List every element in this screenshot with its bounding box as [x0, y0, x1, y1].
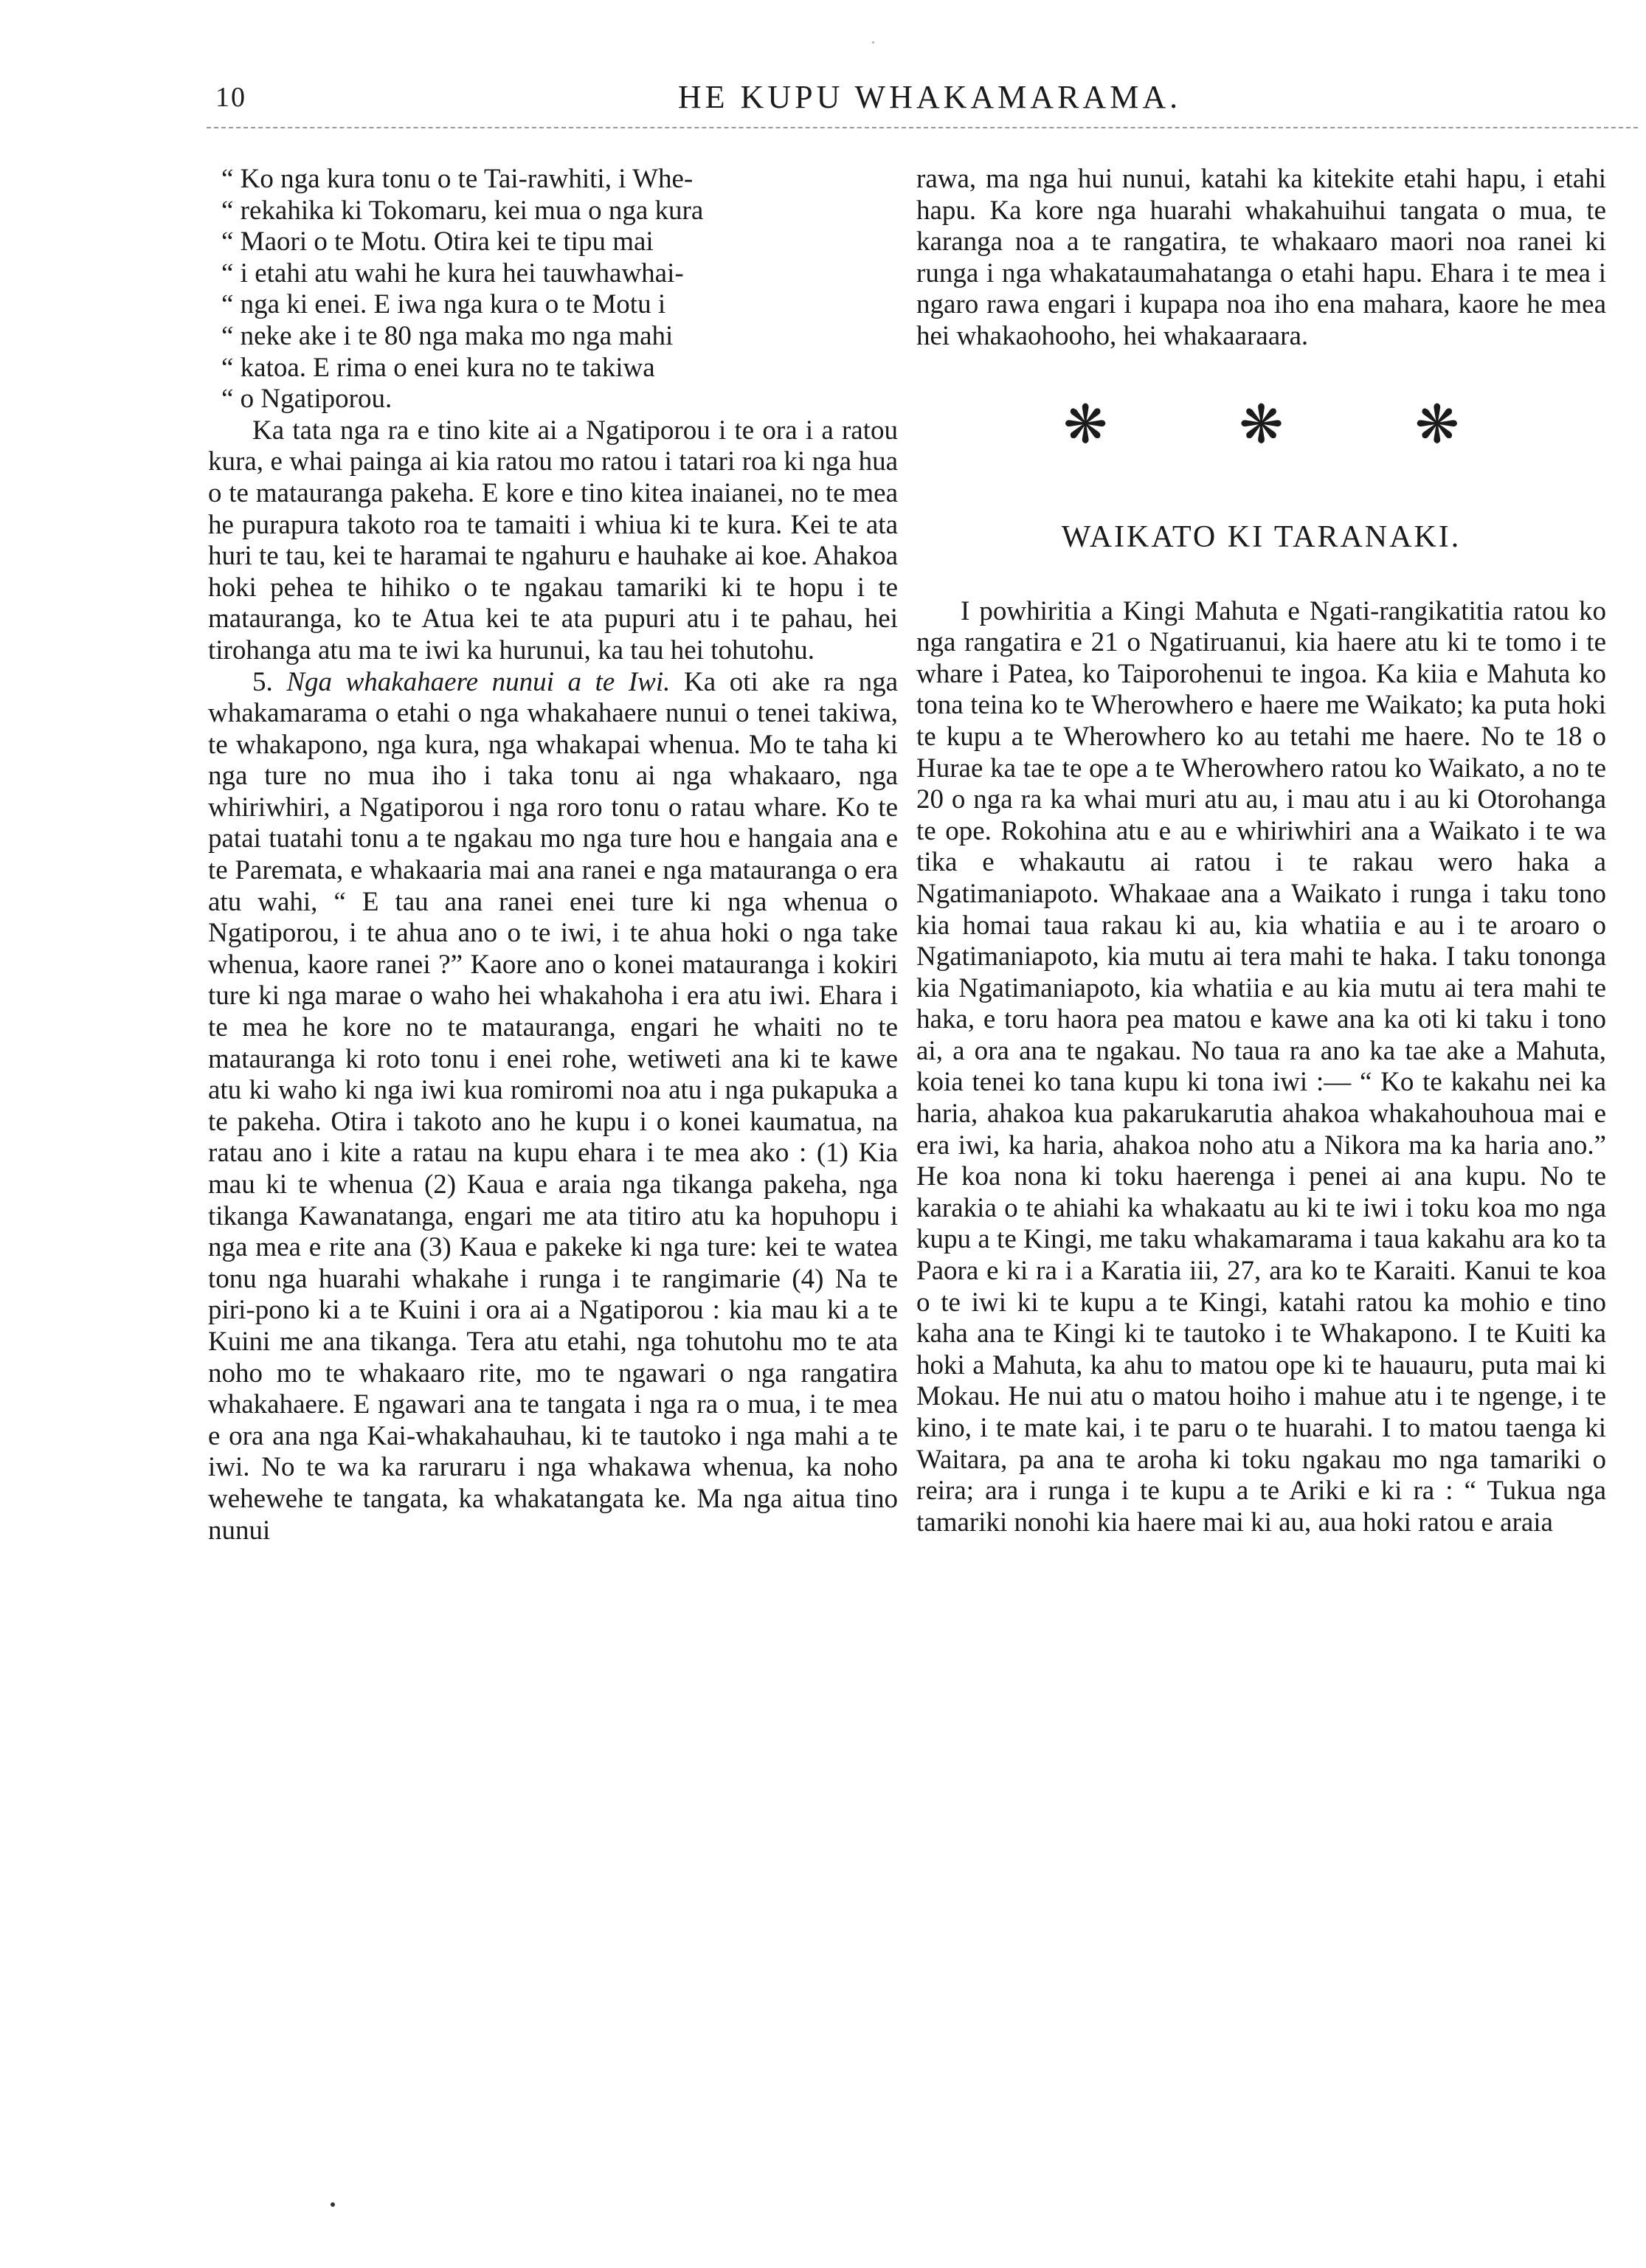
quote-line: “ katoa. E rima o enei kura no te takiwa: [221, 352, 655, 383]
quote-line: “ neke ake i te 80 nga maka mo nga mahi: [221, 320, 674, 351]
body-paragraph: Ka tata nga ra e tino kite ai a Ngatiporou i te ora i a ratou kura, e whai painga ai kia ratou mo ratou i tatari roa ki nga hua o te matauranga pakeha. E kore e tino kitea inaianei, no te mea he purapura takoto roa te tamaiti i whiua ki te kura. Kei te ata huri te tau, kei te haramai te ngahuru e hauhake ai koe. Ahakoa hoki pehea te hihiko o te ngakau tamariki ki te hopu i te matauranga, ko te Atua kei te ata pupuri atu i te pahau, hei tirohanga atu ma te iwi ka hurunui, ka tau hei tohutohu.: [208, 415, 898, 665]
right-column: [916, 164, 1606, 1538]
running-title: HE KUPU WHAKAMARAMA.: [677, 79, 1182, 115]
body-paragraph: rawa, ma nga hui nunui, katahi ka kitekite etahi hapu, i etahi hapu. Ka kore nga huarahi whakahuihui tangata o mua, te karanga noa a te rangatira, te whakaaro maori noa ranei ki runga i nga whakataumahatanga o etahi hapu. Ehara i te mea i ngaro rawa engari i kupapa noa iho ena mahara, kaore he mea hei whakaohooho, hei whakaaraara.: [916, 164, 1606, 351]
numbered-paragraph: [208, 667, 898, 1547]
page-speck: [331, 2202, 335, 2207]
quote-line: “ nga ki enei. E iwa nga kura o te Motu i: [221, 289, 666, 320]
page-speck: [872, 41, 874, 44]
body-paragraph: I powhiritia a Kingi Mahuta e Ngati-rangikatitia ratou ko nga rangatira e 21 o Ngatiruanui, kia haere atu ki te tomo i te whare i Patea, ko Taiporohenui te ingoa. Ka kiia e Mahuta ko tona teina ko te Wherowhero e haere me Waikato; ka puta hoki te kupu a te Wherowhero ko au tetahi me haere. No te 18 o Hurae ka tae te ope a te Wherowhero ratou ko Waikato, a no te 20 o nga ra ka whai muri atu au, i mau atu i au ki Otorohanga te ope. Rokohina atu e au e whiriwhiri ana a Waikato i te wa tika e whakautu ai ratou i te rakau wero haka a Ngatimaniapoto. Whakaae ana a Waikato i runga i taku tono kia homai taua rakau ki au, kia whatiia e au i te aroaro o Ngatimaniapoto, kia mutu ai tera mahi te haka. I taku tononga kia Ngatimaniapoto, kia whatiia e au kia mutu ai tera mahi te haka, e toru haora pea matou e kawe ana ka oti ki taku i tono ai, a ora ana te ngakau. No taua ra ano ka tae ake a Mahuta, koia tenei ko tana kupu ki tona iwi :— “ Ko te kakahu nei ka haria, ahakoa kua pakarukarutia ahakoa whakahouhoua mai e era iwi, ka haria, ahakoa noho atu a Nikora ma ka haria ano.” He koa nona ki toku haerenga i penei ai ana kupu. No te karakia o te ahiahi ka whakaatu au ki te iwi i toku koa mo nga kupu a te Kingi, me taku whakamarama i taua kakahu ara ko ta Paora e ki ra i a Karatia iii, 27, ara ko te Karaiti. Kanui te koa o te iwi ki te kupu a te Kingi, katahi ratou ka mohio e tino kaha ana te Kingi ki te tautoko i te Whakapono. I te Kuiti ka hoki a Mahuta, ka ahu to matou ope ki te hauauru, puta mai ki Mokau. He nui atu o matou hoiho i mahue atu i te ngenge, i te kino, i te mate kai, i te paru o te huarahi. I to matou taenga ki Waitara, pa ana te aroha ki toku ngakau mo nga tamariki o reira; ara i runga i te kupu a te Ariki e ki ra : “ Tukua nga tamariki nonohi kia haere mai ki au, aua hoki ratou e araia: [916, 595, 1606, 1538]
quote-line: “ rekahika ki Tokomaru, kei mua o nga kura: [221, 195, 704, 226]
asterism-ornament: ❋ ❋ ❋: [1063, 395, 1518, 454]
quote-line: “ Maori o te Motu. Otira kei te tipu mai: [221, 227, 654, 257]
section-title: WAIKATO KI TARANAKI.: [1061, 519, 1462, 554]
paragraph-body: Ka oti ake ra nga whakamarama o etahi o nga whakahaere nunui o tenei takiwa, te whakapono, nga kura, nga whakapai whenua. Mo te taha ki nga ture no mua iho i taka tonu ai nga whakaaro, nga whiriwhiri, a Ngatiporou i nga roro tonu o ratau whare. Ko te patai tuatahi tonu a te ngakau mo nga ture hou e hangaia ana e te Paremata, e whakaaria mai ana ranei e nga matauranga o era atu wahi, “ E tau ana ranei enei ture ki nga whenua o Ngatiporou, i te ahua ano o te iwi, i te ahua hoki o nga take whenua, kaore ranei ?” Kaore ano o konei matauranga i kokiri ture ki nga marae o waho hei whakahoha i era atu iwi. Ehara i te mea he kore no te matauranga, engari he whaiti no te matauranga ki roto tonu i enei rohe, wetiweti ana ki te kawe atu ki waho ki nga iwi kua romiromi noa atu i nga pukapuka a te pakeha. Otira i takoto ano he kupu i o konei kaumatua, na ratau ano i kite a ratau na kupu ehara i te mea ako : (1) Kia mau ki te whenua (2) Kaua e araia nga tikanga pakeha, nga tikanga Kawanatanga, engari me ata titiro atu ka hopuhopu i nga mea e rite ana (3) Kaua e pakeke ki nga ture: kei te watea tonu nga huarahi whakahe i runga i te rangimarie (4) Na te piri-pono ki a te Kuini i ora ai a Ngatiporou : kia mau ki a te Kuini me ana tikanga. Tera atu etahi, nga tohutohu mo te ata noho mo te whakaaro rite, mo te ngawari o nga rangatira whakahaere. E ngawari ana te tangata i nga ra o mua, i te mea e ora ana nga Kai-whakahauhau, ki te tautoko i nga mahi a te iwi. No te wa ka raruraru i nga whakawa whenua, ka noho wehewehe te tangata, ka whakatangata ke. Ma nga aitua tino nunui: [208, 666, 898, 1546]
header-rule: [207, 127, 1638, 128]
paragraph-number: 5.: [252, 666, 273, 697]
quote-line: “ i etahi atu wahi he kura hei tauwhawhai-: [221, 257, 684, 288]
page-header: [207, 75, 1646, 127]
paragraph-heading: Nga whakahaere nunui a te Iwi.: [286, 666, 671, 697]
left-column: [208, 164, 898, 1546]
quote-line: “ Ko nga kura tonu o te Tai-rawhiti, i Whe-: [221, 164, 694, 194]
quote-line: “ o Ngatiporou.: [221, 384, 393, 415]
page-number: 10: [215, 82, 246, 113]
